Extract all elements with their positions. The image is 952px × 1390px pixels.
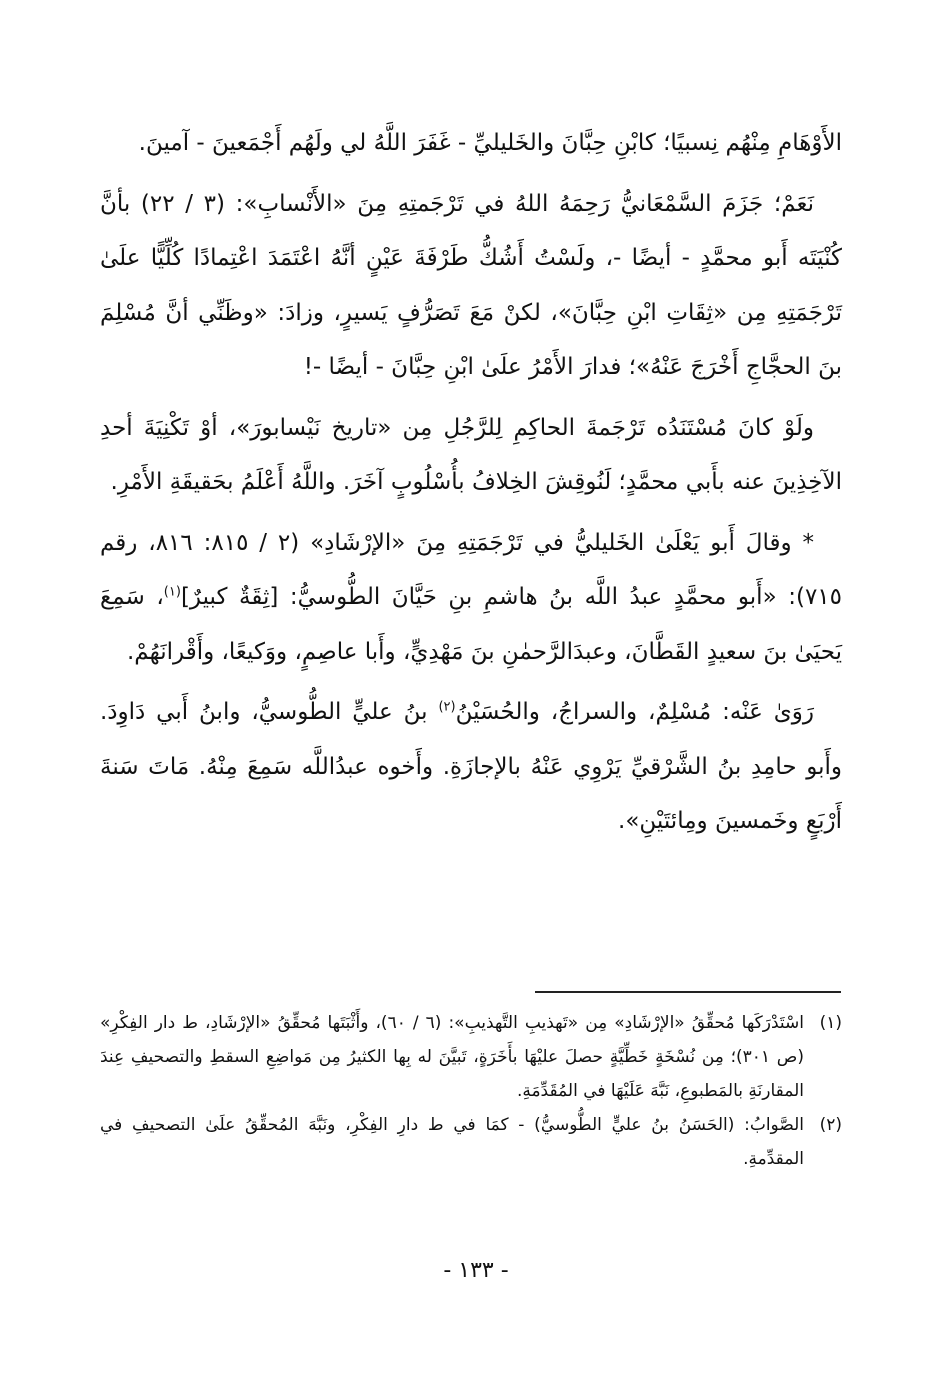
footnotes	[100, 1006, 842, 1176]
quote-text-end: ، سَمِعَ يَحيَىٰ بنَ سعيدٍ القَطَّانَ، وعبدَالرَّحمٰنِ بنَ مَهْدِيٍّ، وأَبا عاصِمٍ، ووَكيعًا، وأَقْرانَهُمْ.	[100, 584, 842, 665]
footnote-ref-1: (١)	[163, 584, 181, 600]
footnote-1	[100, 1006, 842, 1108]
paragraph-1: الأَوْهَامِ مِنْهُم نِسبيًا؛ كابْنِ حِبَّانَ والخَليليِّ - غَفَرَ اللَّهُ لي ولَهُم أَجْمَعينَ - آمينَ.	[138, 130, 842, 156]
quote-paragraph	[100, 516, 842, 680]
paragraph-2: نَعَمْ؛ جَزَمَ السَّمْعَانيُّ رَحِمَهُ اللهُ في تَرْجَمتِهِ مِنَ «الأَنْسابِ»: (٣ / ٢٢) بأنَّ كُنْيَتَه أَبو محمَّدٍ - أيضًا -، ولَسْتُ أَشُكُّ طَرْفَةَ عَيْنٍ أنَّهُ اعْتَمَدَ اعْتِمادًا كُلِّيًّا علَىٰ تَرْجَمَتِهِ مِن «ثِقَاتِ ابْنِ حِبَّانَ»، لكنْ مَعَ تَصَرُّفٍ يَسيرٍ، وزادَ: «وظَنِّي أنَّ مُسْلِمَ بنَ الحجَّاجِ أَخْرَجَ عَنْهُ»؛ فدارَ الأَمْرُ علَىٰ ابْنِ حِبَّانَ - أيضًا -!	[100, 190, 842, 380]
narration-text-end: بنُ عليٍّ الطُّوسيُّ، وابنُ أَبي دَاوِدَ. وأَبو حامِدِ بنُ الشَّرْقيِّ يَرْوِي عَنْهُ بالإجازَةِ. وأَخوه عبدُاللَّه سَمِعَ مِنْهُ. مَاتَ سَنةَ أَرْبَعٍ وخَمسينَ ومِائتَيْنِ».	[100, 699, 842, 834]
footnote-2	[100, 1108, 842, 1176]
footnote-ref-2: (٢)	[438, 699, 456, 715]
narration-paragraph	[100, 685, 842, 849]
main-text	[100, 116, 842, 849]
footnote-2-text: الصَّوابُ: (الحَسَنُ بنُ عليٍّ الطُّوسيُّ) - كمَا في ط دارِ الفِكْرِ، ونَبَّهَ المُحقِّقُ علَىٰ التصحيفِ في المقدِّمةِ.	[100, 1115, 804, 1169]
paragraph-3: ولَوْ كانَ مُسْتَنَدُه تَرْجَمةَ الحاكِمِ لِلرَّجُلِ مِن «تاريخ نَيْسابورَ»، أوْ تَكْنِيَةَ أحدِ الآخِذِينَ عنه بأَبي محمَّدٍ؛ لَنُوقِشَ الخِلافُ بأُسْلُوبٍ آخَرَ. واللَّهُ أَعْلَمُ بحَقيقَةِ الأَمْرِ.	[100, 414, 842, 495]
footnote-1-text: اسْتَدْرَكَها مُحقِّقُ «الإرْشَادِ» مِن «تَهذيبِ التَّهذيبِ»: (٦ / ٦٠)، وأَثْبَتَها مُحقِّقُ «الإرْشَادِ، ط دار الفِكْرِ» (ص ٣٠١)؛ مِن نُسْخَةٍ خَطِّيَّةٍ حصلَ عليْهَا بأَخَرَةٍ، تَبيَّنَ له بِها الكثيرُ مِن مَواضِعِ السقطِ والتصحيفِ عِندَ المقارنَةِ بالمَطبوعِ، نَبَّهَ عَلَيْهَا في المُقَدِّمَةِ.	[100, 1013, 804, 1101]
footnote-1-number: (١)	[819, 1013, 842, 1033]
quote-text-start: * وقالَ أَبو يَعْلَىٰ الخَليليُّ في تَرْجَمَتِهِ مِنَ «الإرْشَادِ» (٢ / ٨١٥: ٨١٦، رقم ٧١٥): «أَبو محمَّدٍ عبدُ اللَّه بنُ هاشمِ بنِ حَيَّانَ الطُّوسيُّ: [ثِقَةٌ كبيرٌ]	[100, 529, 842, 610]
footnote-2-number: (٢)	[819, 1115, 842, 1135]
page-number: - ١٣٣ -	[443, 1258, 509, 1283]
footnote-divider	[535, 991, 841, 993]
narration-text-start: رَوَىٰ عَنْه: مُسْلِمٌ، والسراجُ، والحُسَيْنُ	[455, 699, 814, 725]
